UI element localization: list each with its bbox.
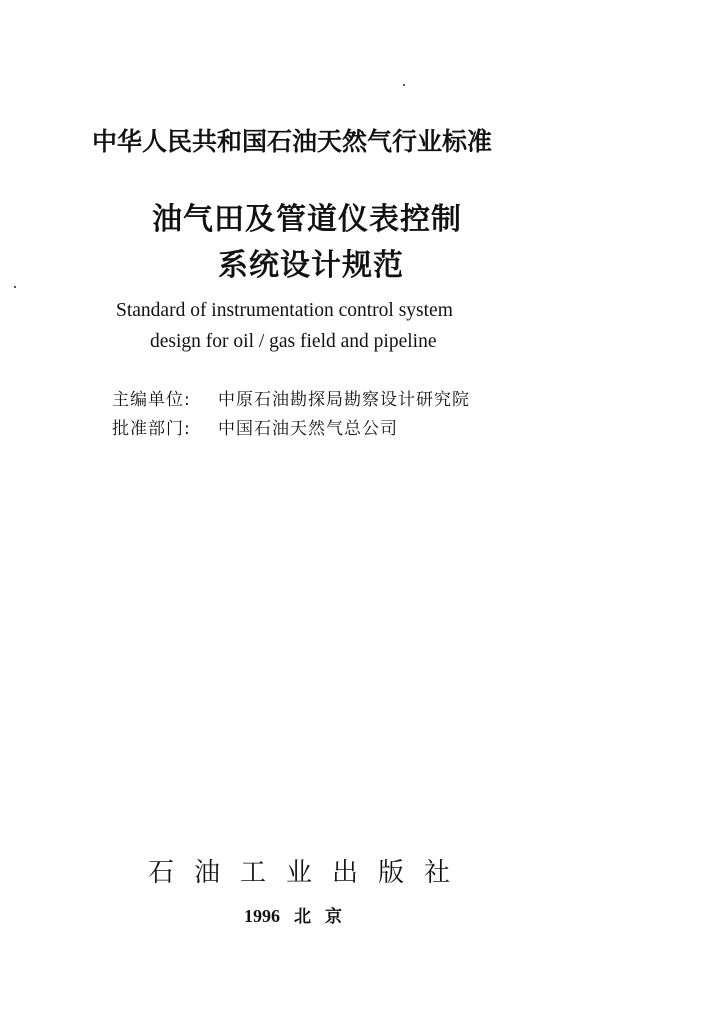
editor-row bbox=[112, 385, 470, 410]
title-cn-line-1: 油气田及管道仪表控制 bbox=[152, 202, 462, 237]
publication-city: 北京 bbox=[294, 907, 356, 927]
publication-line bbox=[244, 902, 356, 927]
publisher-name: 石油工业出版社 bbox=[148, 858, 471, 888]
title-cn-line-2: 系统设计规范 bbox=[218, 248, 404, 283]
series-title: 中华人民共和国石油天然气行业标准 bbox=[92, 127, 493, 156]
approver-label: 批准部门: bbox=[112, 419, 191, 439]
title-en-line-1: Standard of instrumentation control system bbox=[116, 300, 453, 321]
approver-row bbox=[112, 414, 398, 439]
editor-label: 主编单位: bbox=[112, 390, 191, 410]
editor-value: 中原石油勘探局勘察设计研究院 bbox=[218, 390, 470, 410]
scan-speck bbox=[14, 286, 16, 288]
scan-speck bbox=[403, 84, 405, 86]
approver-value: 中国石油天然气总公司 bbox=[218, 419, 398, 439]
publication-year: 1996 bbox=[244, 906, 280, 926]
title-en-line-2: design for oil / gas field and pipeline bbox=[150, 331, 437, 352]
